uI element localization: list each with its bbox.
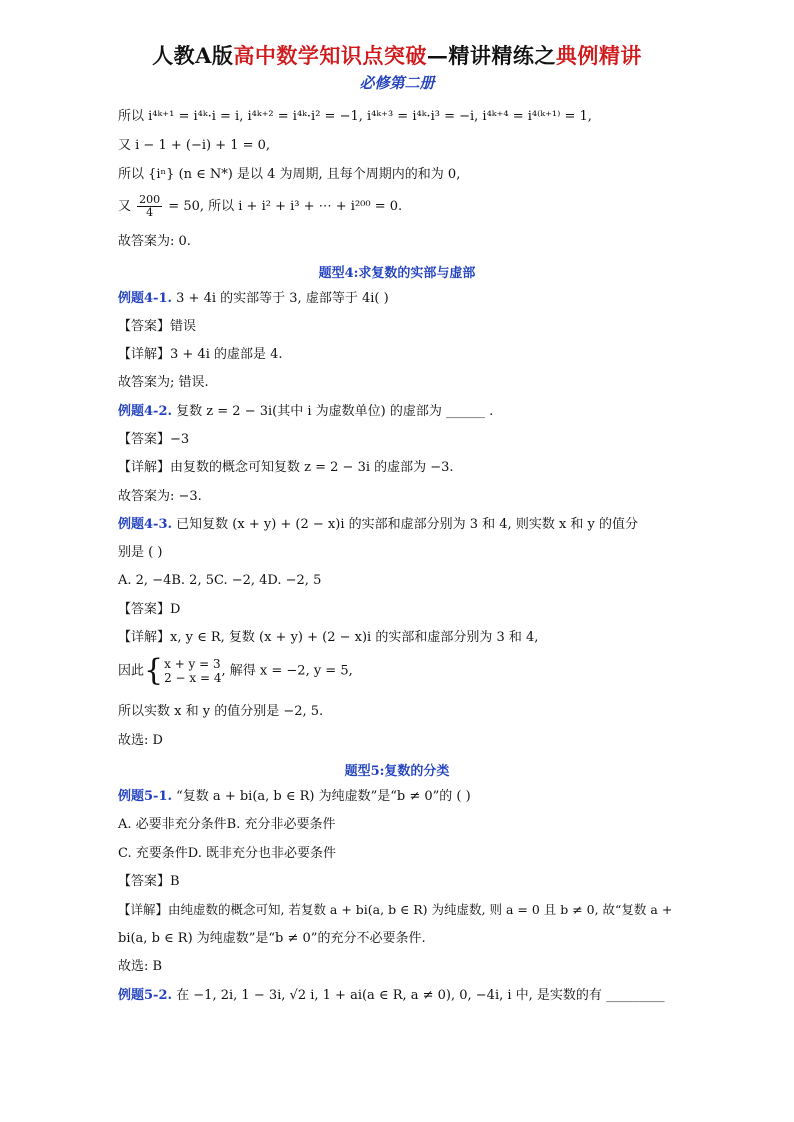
example-label: 例题4-1. (118, 291, 173, 306)
page-subtitle: 必修第二册 (359, 74, 435, 92)
example-5-1-conclusion: 故选: B (118, 959, 163, 974)
example-question: 复数 z = 2 − 3i(其中 i 为虚数单位) 的虚部为 ______ . (176, 404, 494, 419)
example-4-1-conclusion: 故答案为; 错误. (118, 375, 209, 390)
intro-conclusion: 故答案为: 0. (118, 234, 191, 249)
example-label: 例题4-3. (118, 517, 173, 532)
equation-system (164, 657, 221, 685)
example-question: 3 + 4i 的实部等于 3, 虚部等于 4i( ) (176, 291, 389, 306)
fraction-denominator: 4 (146, 206, 154, 219)
title-part-4: 典例精讲 (555, 43, 642, 68)
intro-line-4-prefix: 又 (118, 199, 132, 214)
example-5-1-options-1: A. 必要非充分条件B. 充分非必要条件 (118, 817, 336, 832)
title-part-3: —精讲精练之 (426, 43, 556, 68)
example-4-2-answer: 【答案】−3 (118, 432, 190, 447)
example-4-2-question-line (118, 403, 493, 421)
example-4-1-question-line (118, 290, 389, 308)
example-4-3-so: 所以实数 x 和 y 的值分别是 −2, 5. (118, 704, 324, 719)
example-4-1-answer: 【答案】错误 (118, 319, 197, 334)
intro-line-4 (118, 194, 402, 219)
example-4-3-question-line (118, 516, 638, 534)
example-5-1-detail-2: bi(a, b ∈ R) 为纯虚数”是“b ≠ 0”的充分不必要条件. (118, 931, 426, 946)
example-5-1-options-2: C. 充要条件D. 既非充分也非必要条件 (118, 846, 336, 861)
example-4-3-question-cont: 别是 ( ) (118, 545, 163, 560)
intro-line-4-suffix: = 50, 所以 i + i² + i³ + ⋯ + i²⁰⁰ = 0. (168, 199, 403, 214)
section-5-heading: 题型5:复数的分类 (344, 764, 450, 779)
left-brace: { (144, 653, 164, 688)
page-title (0, 40, 794, 70)
example-label: 例题5-1. (118, 789, 173, 804)
example-5-2-question-line (118, 987, 665, 1005)
example-4-3-conclusion: 故选: D (118, 733, 163, 748)
example-4-3-system-line (118, 653, 353, 688)
fraction-numerator: 200 (139, 193, 161, 206)
example-label: 例题4-2. (118, 404, 173, 419)
example-4-2-detail: 【详解】由复数的概念可知复数 z = 2 − 3i 的虚部为 −3. (118, 460, 454, 475)
fraction (137, 194, 162, 219)
example-question: “复数 a + bi(a, b ∈ R) 为纯虚数”是“b ≠ 0”的 ( ) (176, 789, 471, 804)
title-part-2: 高中数学知识点突破 (233, 43, 427, 68)
example-question: 已知复数 (x + y) + (2 − x)i 的实部和虚部分别为 3 和 4, 则实数 x 和 y 的值分 (176, 517, 639, 532)
intro-line-1: 所以 i⁴ᵏ⁺¹ = i⁴ᵏ·i = i, i⁴ᵏ⁺² = i⁴ᵏ·i² = −1, i⁴ᵏ⁺³ = i⁴ᵏ·i³ = −i, i⁴ᵏ⁺⁴ = i⁴⁽ᵏ⁺¹⁾ = 1, (118, 109, 592, 124)
example-4-1-detail: 【详解】3 + 4i 的虚部是 4. (118, 347, 283, 362)
section-4-heading: 题型4:求复数的实部与虚部 (318, 266, 476, 281)
example-4-3-options: A. 2, −4B. 2, 5C. −2, 4D. −2, 5 (118, 573, 322, 588)
equation-1: x + y = 3 (164, 657, 221, 671)
example-5-1-answer: 【答案】B (118, 874, 180, 889)
title-part-1: 人教A版 (152, 43, 234, 68)
intro-line-2: 又 i − 1 + (−i) + 1 = 0, (118, 138, 271, 153)
equation-2: 2 − x = 4 (164, 671, 222, 685)
example-label: 例题5-2. (118, 988, 173, 1003)
solution-text: , 解得 x = −2, y = 5, (221, 663, 353, 679)
intro-line-3: 所以 {iⁿ} (n ∈ N*) 是以 4 为周期, 且每个周期内的和为 0, (118, 167, 461, 182)
example-question: 在 −1, 2i, 1 − 3i, √2 i, 1 + ai(a ∈ R, a ≠ 0), 0, −4i, i 中, 是实数的有 _________ (176, 988, 665, 1003)
therefore-text: 因此 (118, 663, 145, 679)
example-5-1-question-line (118, 788, 471, 806)
example-4-3-answer: 【答案】D (118, 602, 181, 617)
example-5-1-detail-1: 【详解】由纯虚数的概念可知, 若复数 a + bi(a, b ∈ R) 为纯虚数, 则 a = 0 且 b ≠ 0, 故“复数 a + (118, 902, 673, 917)
example-4-2-conclusion: 故答案为: −3. (118, 489, 202, 504)
example-4-3-detail: 【详解】x, y ∈ R, 复数 (x + y) + (2 − x)i 的实部和虚部分别为 3 和 4, (118, 630, 539, 645)
